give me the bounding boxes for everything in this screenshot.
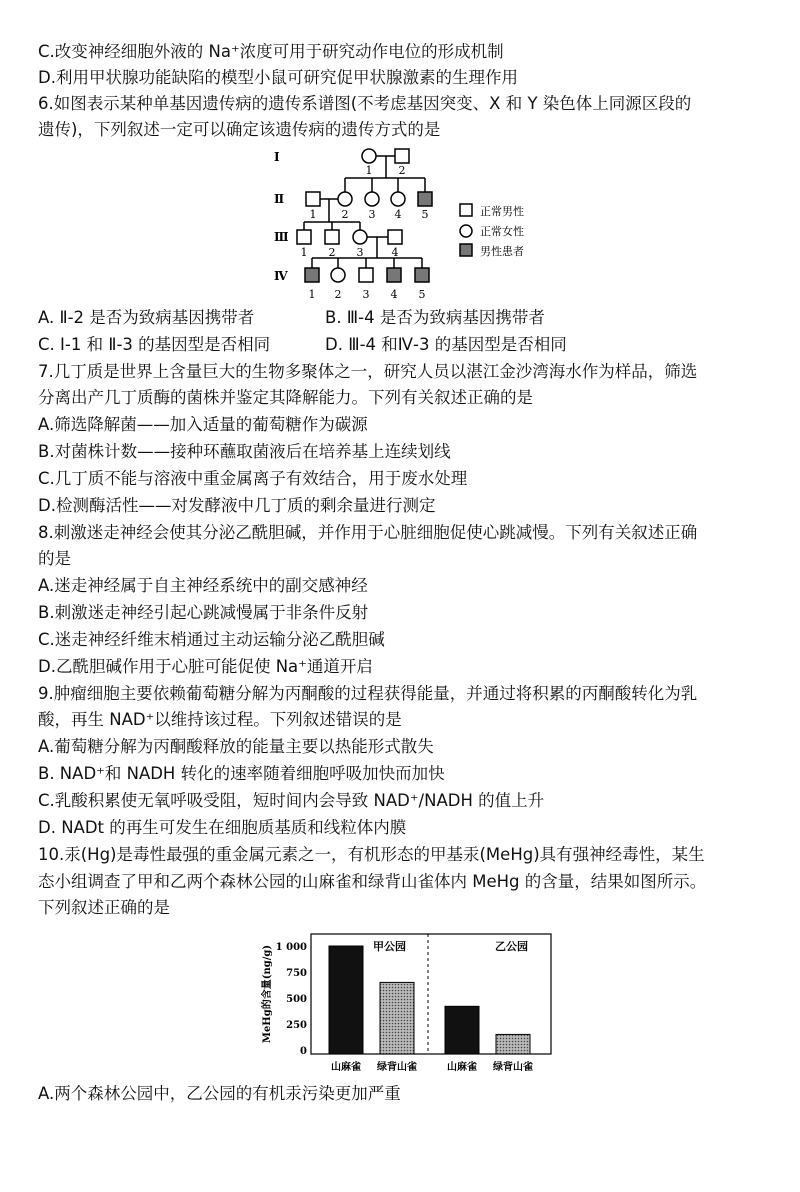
line: 酸，再生 NAD⁺以维持该过程。下列叙述错误的是 (38, 710, 402, 729)
svg-text:5: 5 (418, 288, 426, 301)
legend-normal-female: 正常女性 (480, 225, 524, 238)
line: 下列叙述正确的是 (38, 898, 170, 917)
legend-affected-male: 男性患者 (480, 245, 524, 258)
y-tick-label: 1 000 (275, 942, 307, 953)
line: B. NAD⁺和 NADH 转化的速率随着细胞呼吸加快而加快 (38, 764, 445, 783)
svg-text:2: 2 (398, 164, 406, 177)
y-tick-label: 0 (300, 1046, 307, 1057)
svg-text:2: 2 (328, 246, 336, 259)
y-tick-label: 250 (286, 1020, 307, 1031)
line: 遗传)，下列叙述一定可以确定该遗传病的遗传方式的是 (38, 120, 441, 139)
line: 分离出产几丁质酶的菌株并鉴定其降解能力。下列有关叙述正确的是 (38, 388, 533, 407)
svg-text:2: 2 (334, 288, 342, 301)
svg-text:5: 5 (421, 208, 429, 221)
x-tick-label: 绿背山雀 (493, 1062, 533, 1073)
pedigree-diagram (270, 140, 570, 310)
group-label: 乙公园 (495, 940, 528, 953)
line: C.迷走神经纤维末梢通过主动运输分泌乙酰胆碱 (38, 630, 385, 649)
option: C. Ⅰ-1 和 Ⅱ-3 的基因型是否相同 (38, 335, 271, 354)
line: C.改变神经细胞外液的 Na⁺浓度可用于研究动作电位的形成机制 (38, 42, 504, 61)
generation-label: Ⅲ (274, 230, 289, 244)
bar (445, 1006, 479, 1054)
line: A.两个森林公园中，乙公园的有机汞污染更加严重 (38, 1084, 401, 1103)
generation-label: Ⅳ (274, 269, 288, 283)
line: D. NADt 的再生可发生在细胞质基质和线粒体内膜 (38, 818, 407, 837)
line: 9.肿瘤细胞主要依赖葡萄糖分解为丙酮酸的过程获得能量，并通过将积累的丙酮酸转化为乳 (38, 684, 698, 703)
line: 10.汞(Hg)是毒性最强的重金属元素之一，有机形态的甲基汞(MeHg)具有强神经毒性，某生 (38, 845, 705, 864)
line: B.对菌株计数——接种环蘸取菌液后在培养基上连续划线 (38, 442, 451, 461)
line: D.利用甲状腺功能缺陷的模型小鼠可研究促甲状腺激素的生理作用 (38, 68, 518, 87)
y-tick-label: 750 (286, 968, 307, 979)
svg-text:4: 4 (390, 288, 398, 301)
line: 6.如图表示某种单基因遗传病的遗传系谱图(不考虑基因突变、X 和 Y 染色体上同源区段的 (38, 94, 692, 113)
generation-label: Ⅰ (274, 150, 280, 164)
line: 7.几丁质是世界上含量巨大的生物多聚体之一，研究人员以湛江金沙湾海水作为样品，筛选 (38, 362, 698, 381)
line: A.葡萄糖分解为丙酮酸释放的能量主要以热能形式散失 (38, 737, 434, 756)
line: B.刺激迷走神经引起心跳减慢属于非条件反射 (38, 603, 369, 622)
svg-text:2: 2 (341, 208, 349, 221)
x-tick-label: 绿背山雀 (377, 1062, 417, 1073)
svg-text:4: 4 (391, 246, 399, 259)
line: C.几丁质不能与溶液中重金属离子有效结合，用于废水处理 (38, 469, 468, 488)
svg-text:3: 3 (356, 246, 364, 259)
line: C.乳酸积累使无氧呼吸受阻，短时间内会导致 NAD⁺/NADH 的值上升 (38, 791, 545, 810)
line: D.乙酰胆碱作用于心脏可能促使 Na⁺通道开启 (38, 657, 373, 676)
generation-label: Ⅱ (274, 192, 285, 206)
x-tick-label: 山麻雀 (331, 1062, 361, 1073)
option: D. Ⅲ-4 和Ⅳ-3 的基因型是否相同 (325, 335, 567, 354)
line: D.检测酶活性——对发酵液中几丁质的剩余量进行测定 (38, 496, 436, 515)
line: A.迷走神经属于自主神经系统中的副交感神经 (38, 576, 368, 595)
y-axis-label: MeHg的含量(ng/g) (262, 944, 273, 1044)
svg-text:1: 1 (300, 246, 308, 259)
legend-normal-male: 正常男性 (480, 205, 524, 218)
line: 态小组调查了甲和乙两个森林公园的山麻雀和绿背山雀体内 MeHg 的含量，结果如图所示。 (38, 872, 707, 891)
bar (329, 946, 363, 1054)
svg-text:3: 3 (368, 208, 376, 221)
line: A.筛选降解菌——加入适量的葡萄糖作为碳源 (38, 415, 368, 434)
option: A. Ⅱ-2 是否为致病基因携带者 (38, 308, 255, 327)
svg-text:1: 1 (308, 288, 316, 301)
svg-text:1: 1 (365, 164, 373, 177)
option: B. Ⅲ-4 是否为致病基因携带者 (325, 308, 545, 327)
y-tick-label: 500 (286, 994, 307, 1005)
group-label: 甲公园 (373, 940, 406, 953)
bar (496, 1034, 530, 1054)
mehg-bar-chart (256, 926, 556, 1076)
svg-text:3: 3 (362, 288, 370, 301)
svg-text:4: 4 (394, 208, 402, 221)
line: 的是 (38, 549, 71, 568)
bar (380, 982, 414, 1054)
x-tick-label: 山麻雀 (447, 1062, 477, 1073)
svg-text:1: 1 (309, 208, 317, 221)
line: 8.刺激迷走神经会使其分泌乙酰胆碱，并作用于心脏细胞促使心跳减慢。下列有关叙述正确 (38, 523, 698, 542)
